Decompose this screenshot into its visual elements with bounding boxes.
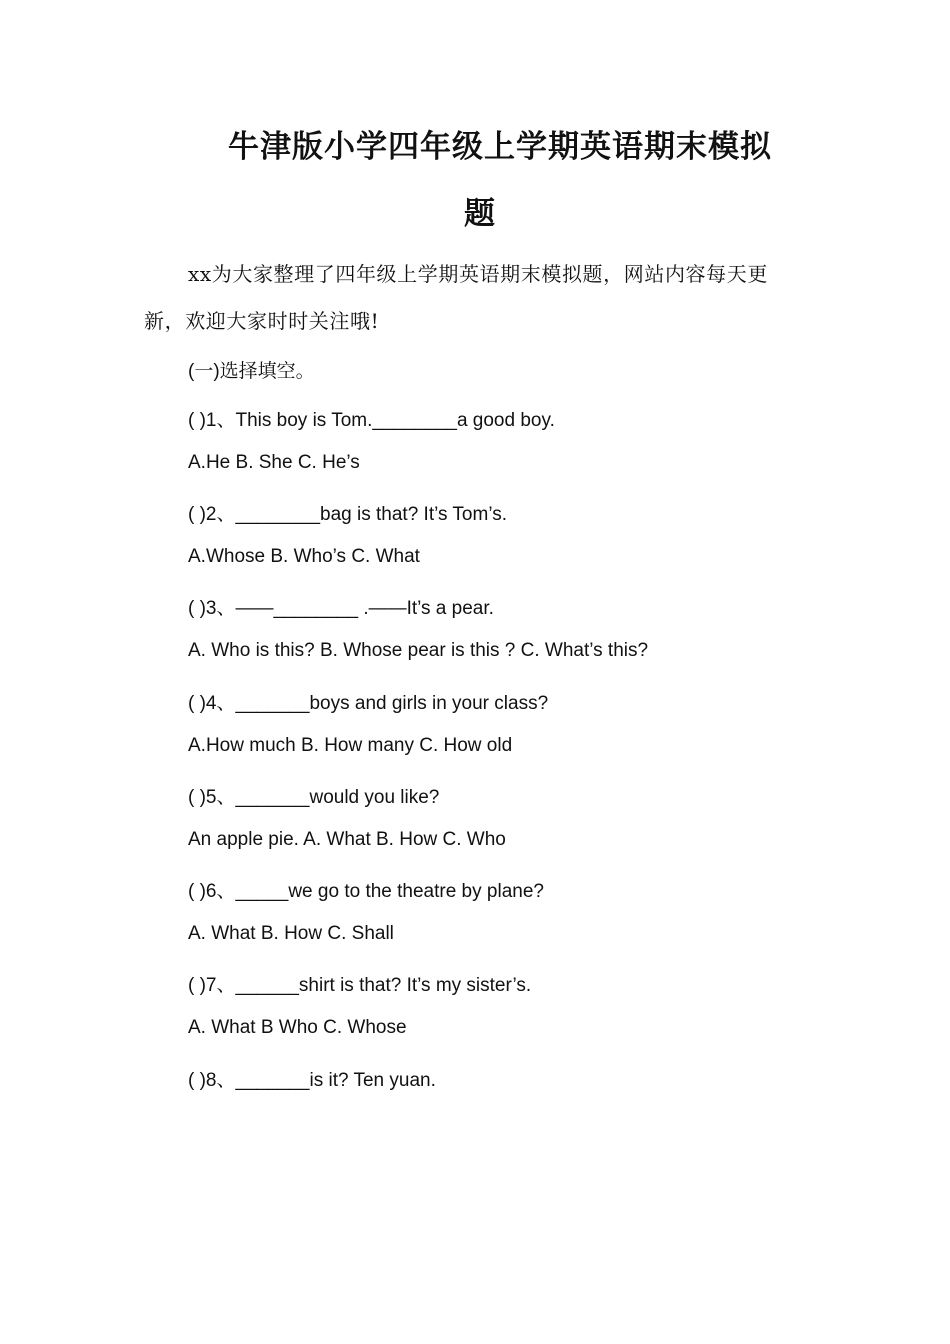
question-6: ( )6、_____we go to the theatre by plane? bbox=[188, 881, 544, 902]
question-5: ( )5、_______would you like? bbox=[188, 787, 440, 808]
question-2-options: A.Whose B. Who’s C. What bbox=[188, 546, 420, 567]
question-5-options: An apple pie. A. What B. How C. Who bbox=[188, 829, 506, 850]
question-3-options: A. Who is this? B. Whose pear is this ? C. What’s this? bbox=[188, 640, 649, 661]
question-4: ( )4、_______boys and girls in your class? bbox=[188, 693, 549, 714]
question-4-options: A.How much B. How many C. How old bbox=[188, 735, 513, 756]
question-7-options: A. What B Who C. Whose bbox=[188, 1017, 407, 1038]
document-title-line-2: 题 bbox=[464, 196, 496, 232]
intro-paragraph-line-1: xx为大家整理了四年级上学期英语期末模拟题，网站内容每天更 bbox=[188, 262, 768, 286]
question-1: ( )1、This boy is Tom.________a good boy. bbox=[188, 410, 555, 431]
question-8: ( )8、_______is it? Ten yuan. bbox=[188, 1070, 436, 1091]
intro-paragraph-line-2: 新，欢迎大家时时关注哦! bbox=[144, 309, 380, 333]
question-2: ( )2、________bag is that? It’s Tom’s. bbox=[188, 504, 507, 525]
section-heading: (一)选择填空。 bbox=[188, 361, 315, 382]
question-1-options: A.He B. She C. He’s bbox=[188, 452, 360, 473]
question-6-options: A. What B. How C. Shall bbox=[188, 923, 394, 944]
question-7: ( )7、______shirt is that? It’s my sister’s. bbox=[188, 975, 532, 996]
question-3: ( )3、——________ .——It’s a pear. bbox=[188, 598, 494, 619]
document-title-line-1: 牛津版小学四年级上学期英语期末模拟 bbox=[228, 129, 772, 165]
